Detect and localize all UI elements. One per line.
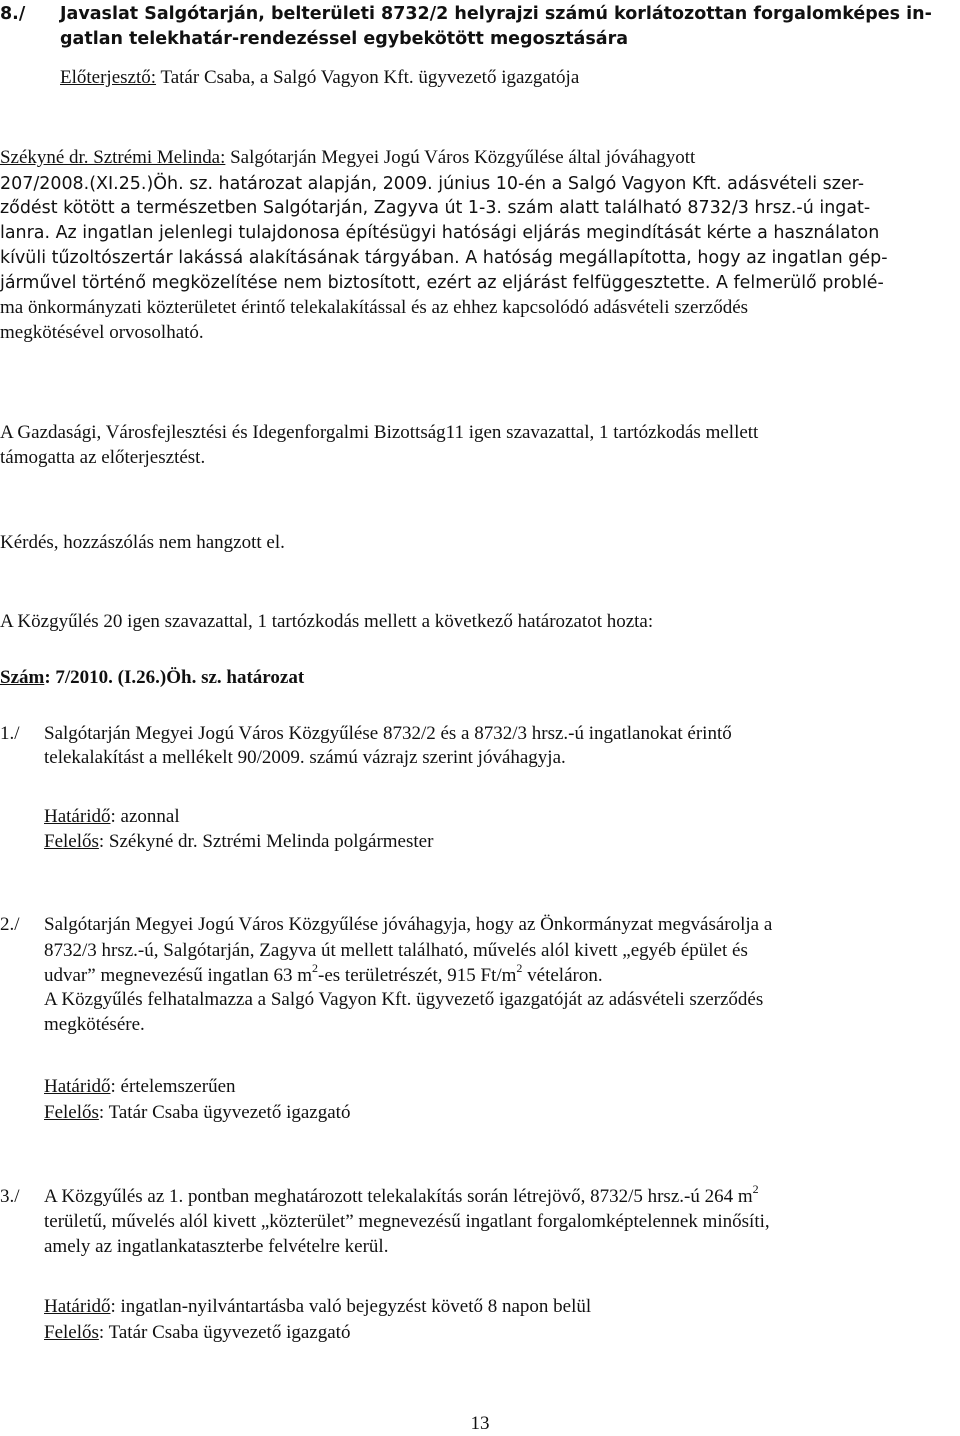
item-number: 8./ bbox=[0, 4, 26, 24]
point-1-responsible: Felelős: Székyné dr. Sztrémi Melinda polgármester bbox=[44, 831, 434, 852]
point-2-line-2: 8732/3 hrsz.-ú, Salgótarján, Zagyva út mellett található, művelés alól kivett „egyéb épület és bbox=[44, 940, 748, 961]
intro-line-2: 207/2008.(XI.25.)Öh. sz. határozat alapján, 2009. június 10-én a Salgó Vagyon Kft. adásvételi szer- bbox=[0, 174, 865, 194]
point-2-line-5: megkötésére. bbox=[44, 1014, 145, 1035]
vote-text: A Közgyűlés 20 igen szavazattal, 1 tartózkodás mellett a következő határozatot hozta: bbox=[0, 611, 654, 632]
point-3-line-3: amely az ingatlankataszterbe felvételre kerül. bbox=[44, 1236, 389, 1257]
committee-line-1: A Gazdasági, Városfejlesztési és Idegenforgalmi Bizottság11 igen szavazattal, 1 tartózkodás mellett bbox=[0, 422, 759, 443]
point-1-line-1: Salgótarján Megyei Jogú Város Közgyűlése 8732/2 és a 8732/3 hrsz.-ú ingatlanokat érintő bbox=[44, 723, 732, 744]
presenter-text: Tatár Csaba, a Salgó Vagyon Kft. ügyvezető igazgatója bbox=[156, 67, 580, 88]
intro-line-1: Székyné dr. Sztrémi Melinda: Salgótarján Megyei Jogú Város Közgyűlése által jóváhagyott bbox=[0, 147, 696, 168]
presenter-label: Előterjesztő: bbox=[60, 67, 157, 88]
questions-text: Kérdés, hozzászólás nem hangzott el. bbox=[0, 532, 285, 553]
presenter-line bbox=[60, 66, 579, 90]
point-3-responsible: Felelős: Tatár Csaba ügyvezető igazgató bbox=[44, 1322, 351, 1343]
intro-line-3: ződést kötött a természetben Salgótarján, Zagyva út 1-3. szám alatt található 8732/3 hrsz.-ú ingat- bbox=[0, 198, 871, 218]
intro-line-4: lanra. Az ingatlan jelenlegi tulajdonosa építésügyi hatósági eljárás megindítását kérte a használaton bbox=[0, 223, 880, 243]
point-2-deadline: Határidő: értelemszerűen bbox=[44, 1076, 236, 1097]
intro-line-7: ma önkormányzati közterületet érintő telekalakítással és az ehhez kapcsolódó adásvételi szerződés bbox=[0, 297, 749, 318]
item-title-line-2: gatlan telekhatár-rendezéssel egybekötött megosztására bbox=[60, 29, 629, 49]
item-title-line-1: Javaslat Salgótarján, belterületi 8732/2 helyrajzi számú korlátozottan forgalomképes in- bbox=[60, 4, 932, 24]
point-1-number: 1./ bbox=[0, 723, 20, 744]
intro-line-8: megkötésével orvosolható. bbox=[0, 322, 204, 343]
point-2-line-4: A Közgyűlés felhatalmazza a Salgó Vagyon Kft. ügyvezető igazgatóját az adásvételi szerződés bbox=[44, 989, 764, 1010]
point-3-number: 3./ bbox=[0, 1186, 20, 1207]
committee-line-2: támogatta az előterjesztést. bbox=[0, 447, 206, 468]
resolution-label: Szám bbox=[0, 667, 45, 688]
point-2-line-1: Salgótarján Megyei Jogú Város Közgyűlése jóváhagyja, hogy az Önkormányzat megvásárolja a bbox=[44, 914, 773, 935]
point-3-line-2: területű, művelés alól kivett „közterület” megnevezésű ingatlant forgalomképtelennek minősíti, bbox=[44, 1211, 770, 1232]
page-number: 13 bbox=[470, 1413, 490, 1434]
point-2-line-3: udvar” megnevezésű ingatlan 63 $m^2-es$ területrészét, 915 $Ft/m^2$ vételáron. bbox=[44, 960, 603, 986]
speaker-name: Székyné dr. Sztrémi Melinda: bbox=[0, 147, 226, 168]
resolution-number: Szám: 7/2010. (I.26.)Öh. sz. határozat bbox=[0, 667, 305, 688]
point-2-responsible: Felelős: Tatár Csaba ügyvezető igazgató bbox=[44, 1102, 351, 1123]
point-3-deadline: Határidő: ingatlan-nyilvántartásba való bejegyzést követő 8 napon belül bbox=[44, 1296, 592, 1317]
intro-line-5: kívüli tűzoltószertár lakássá alakításának tárgyában. A hatóság megállapította, hogy az ingatlan gép- bbox=[0, 248, 888, 268]
point-2-number: 2./ bbox=[0, 914, 20, 935]
intro-line-6: járművel történő megközelítése nem biztosított, ezért az eljárást felfüggesztette. A felmerülő problé- bbox=[0, 273, 884, 293]
point-1-line-2: telekalakítást a mellékelt 90/2009. számú vázrajz szerint jóváhagyja. bbox=[44, 747, 566, 768]
point-3-line-1: A Közgyűlés az 1. pontban meghatározott telekalakítás során létrejövő, 8732/5 hrsz.-ú 264 $m^2$ bbox=[44, 1181, 759, 1207]
point-1-deadline: Határidő: azonnal bbox=[44, 806, 180, 827]
